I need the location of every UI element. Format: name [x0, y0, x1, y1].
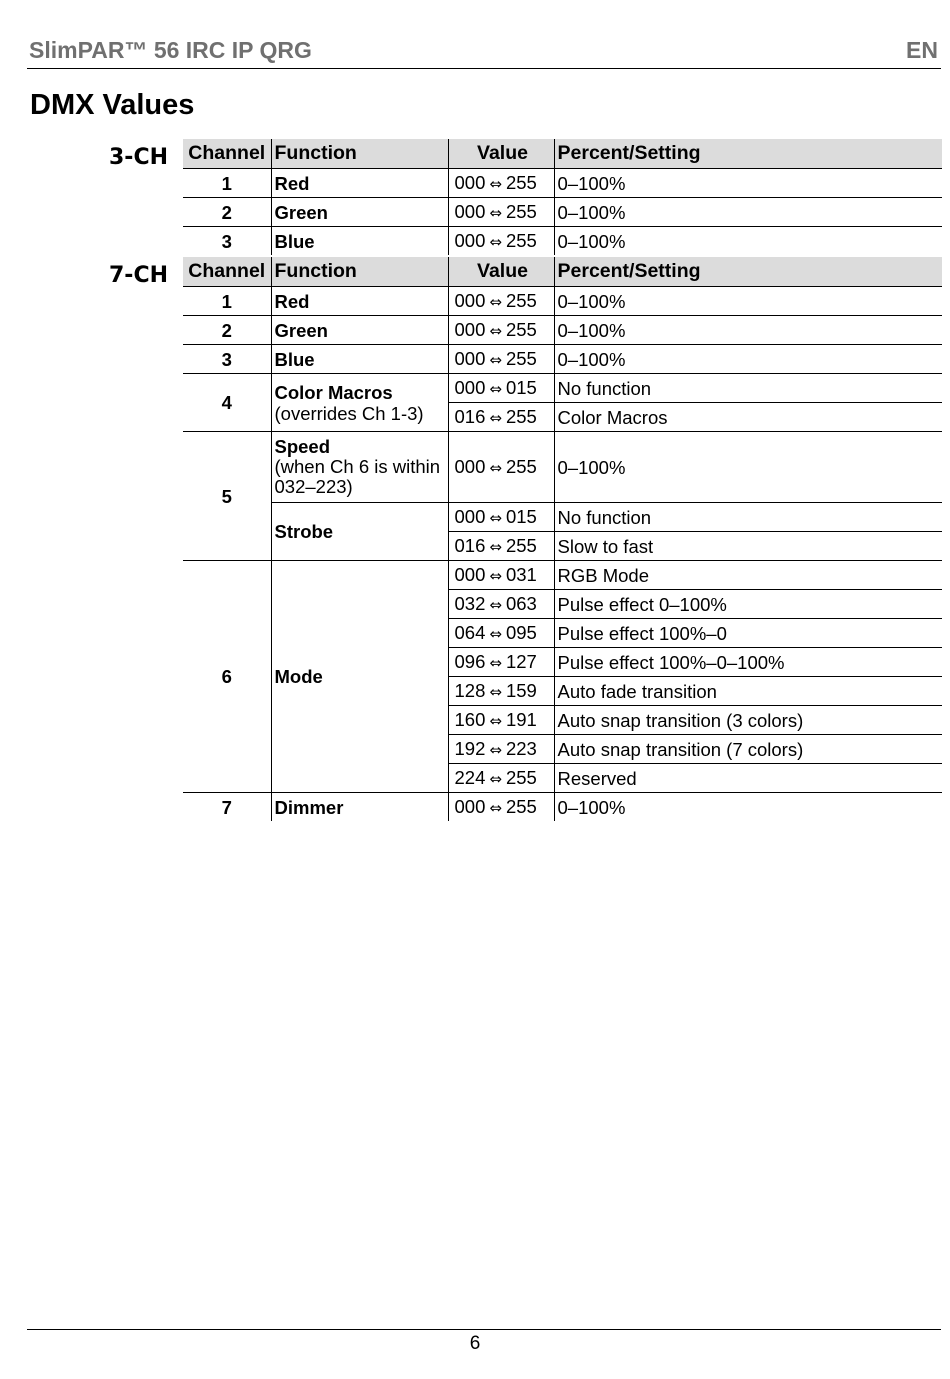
function-name: Strobe [271, 503, 448, 561]
page-number: 6 [469, 1333, 481, 1354]
table-row [183, 345, 942, 374]
percent-setting: Color Macros [554, 403, 942, 432]
channel-number: 1 [183, 169, 271, 198]
double-arrow-icon: ⇔ [489, 408, 502, 427]
function-name: Speed (when Ch 6 is within 032–223) [271, 432, 448, 503]
double-arrow-icon: ⇔ [489, 174, 502, 193]
channel-number: 7 [221, 796, 232, 818]
function-name: Blue [271, 345, 448, 374]
value-range: 192 ⇔ 223 [448, 735, 554, 764]
percent-setting: 0–100% [554, 793, 942, 822]
function-name: Mode [271, 561, 448, 793]
percent-setting: 0–100% [554, 345, 942, 374]
percent-setting: Pulse effect 100%–0–100% [554, 648, 942, 677]
table-row [183, 316, 942, 345]
channel-number: 6 [183, 561, 271, 793]
double-arrow-icon: ⇔ [489, 508, 502, 527]
document-title: SlimPAR™ 56 IRC IP QRG [29, 37, 312, 63]
double-arrow-icon: ⇔ [489, 350, 502, 369]
value-range: 032 ⇔ 063 [448, 590, 554, 619]
function-name: Green [271, 316, 448, 345]
function-name: Green [271, 198, 448, 227]
double-arrow-icon: ⇔ [489, 595, 502, 614]
table-header-row [183, 139, 942, 169]
percent-setting: RGB Mode [554, 561, 942, 590]
value-range: 000 ⇔ 255 [448, 287, 554, 316]
table-row [183, 227, 942, 256]
double-arrow-icon: ⇔ [489, 537, 502, 556]
channel-number: 1 [183, 287, 271, 316]
col-header-function: Function [271, 139, 448, 169]
double-arrow-icon: ⇔ [489, 624, 502, 643]
percent-setting: Slow to fast [554, 532, 942, 561]
channel-number: 5 [183, 432, 271, 561]
table-row [183, 561, 942, 590]
channel-number: 4 [183, 374, 271, 432]
double-arrow-icon: ⇔ [489, 653, 502, 672]
table-row [183, 503, 942, 532]
page-header [27, 34, 941, 69]
percent-setting: Pulse effect 100%–0 [554, 619, 942, 648]
function-name: Blue [271, 227, 448, 256]
percent-setting: Auto fade transition [554, 677, 942, 706]
double-arrow-icon: ⇔ [489, 711, 502, 730]
double-arrow-icon: ⇔ [489, 379, 502, 398]
value-range: 064 ⇔ 095 [448, 619, 554, 648]
value-range: 000 ⇔ 255 [448, 169, 554, 198]
mode-label-3ch: 3-CH [109, 145, 168, 170]
function-name: Red [271, 169, 448, 198]
function-name: Dimmer [271, 793, 448, 822]
function-name: Red [271, 287, 448, 316]
col-header-function: Function [271, 257, 448, 287]
dmx-table-7ch [183, 257, 942, 821]
percent-setting: Pulse effect 0–100% [554, 590, 942, 619]
value-range: 000 ⇔ 255 [448, 793, 554, 822]
value-range: 000 ⇔ 255 [448, 316, 554, 345]
value-range: 000 ⇔ 031 [448, 561, 554, 590]
channel-number: 2 [183, 316, 271, 345]
double-arrow-icon: ⇔ [489, 458, 502, 477]
value-range: 096 ⇔ 127 [448, 648, 554, 677]
percent-setting: 0–100% [554, 227, 942, 256]
page-heading: DMX Values [30, 89, 195, 121]
percent-setting: Auto snap transition (3 colors) [554, 706, 942, 735]
value-range: 160 ⇔ 191 [448, 706, 554, 735]
double-arrow-icon: ⇔ [489, 682, 502, 701]
double-arrow-icon: ⇔ [489, 321, 502, 340]
value-range: 224 ⇔ 255 [448, 764, 554, 793]
value-range: 000 ⇔ 255 [448, 432, 554, 503]
percent-setting: 0–100% [554, 432, 942, 503]
function-name: Color Macros (overrides Ch 1-3) [271, 374, 448, 432]
value-range: 016 ⇔ 255 [448, 403, 554, 432]
col-header-channel: Channel [183, 139, 271, 169]
channel-number: 3 [183, 345, 271, 374]
col-header-percent: Percent/Setting [554, 139, 942, 169]
table-row [183, 198, 942, 227]
table-row [183, 287, 942, 316]
value-range: 000 ⇔ 255 [448, 198, 554, 227]
percent-setting: 0–100% [554, 198, 942, 227]
percent-setting: Reserved [554, 764, 942, 793]
double-arrow-icon: ⇔ [489, 203, 502, 222]
percent-setting: No function [554, 503, 942, 532]
mode-label-7ch: 7-CH [109, 263, 168, 288]
double-arrow-icon: ⇔ [489, 740, 502, 759]
double-arrow-icon: ⇔ [489, 769, 502, 788]
value-range: 000 ⇔ 015 [448, 503, 554, 532]
channel-number: 3 [221, 230, 232, 252]
table-row [183, 374, 942, 403]
col-header-value: Value [448, 139, 554, 169]
col-header-value: Value [448, 257, 554, 287]
value-range: 000 ⇔ 015 [448, 374, 554, 403]
percent-setting: 0–100% [554, 169, 942, 198]
percent-setting: 0–100% [554, 287, 942, 316]
double-arrow-icon: ⇔ [489, 798, 502, 817]
percent-setting: 0–100% [554, 316, 942, 345]
table-row [183, 432, 942, 503]
double-arrow-icon: ⇔ [489, 566, 502, 585]
footer-rule [27, 1329, 941, 1330]
table-row [183, 169, 942, 198]
language-code: EN [906, 37, 938, 63]
table-row [183, 793, 942, 822]
percent-setting: Auto snap transition (7 colors) [554, 735, 942, 764]
channel-number: 2 [183, 198, 271, 227]
value-range: 000 ⇔ 255 [448, 227, 554, 256]
table-header-row [183, 257, 942, 287]
percent-setting: No function [554, 374, 942, 403]
col-header-percent: Percent/Setting [554, 257, 942, 287]
double-arrow-icon: ⇔ [489, 292, 502, 311]
dmx-table-3ch [183, 139, 942, 255]
value-range: 128 ⇔ 159 [448, 677, 554, 706]
double-arrow-icon: ⇔ [489, 232, 502, 251]
value-range: 016 ⇔ 255 [448, 532, 554, 561]
value-range: 000 ⇔ 255 [448, 345, 554, 374]
col-header-channel: Channel [183, 257, 271, 287]
